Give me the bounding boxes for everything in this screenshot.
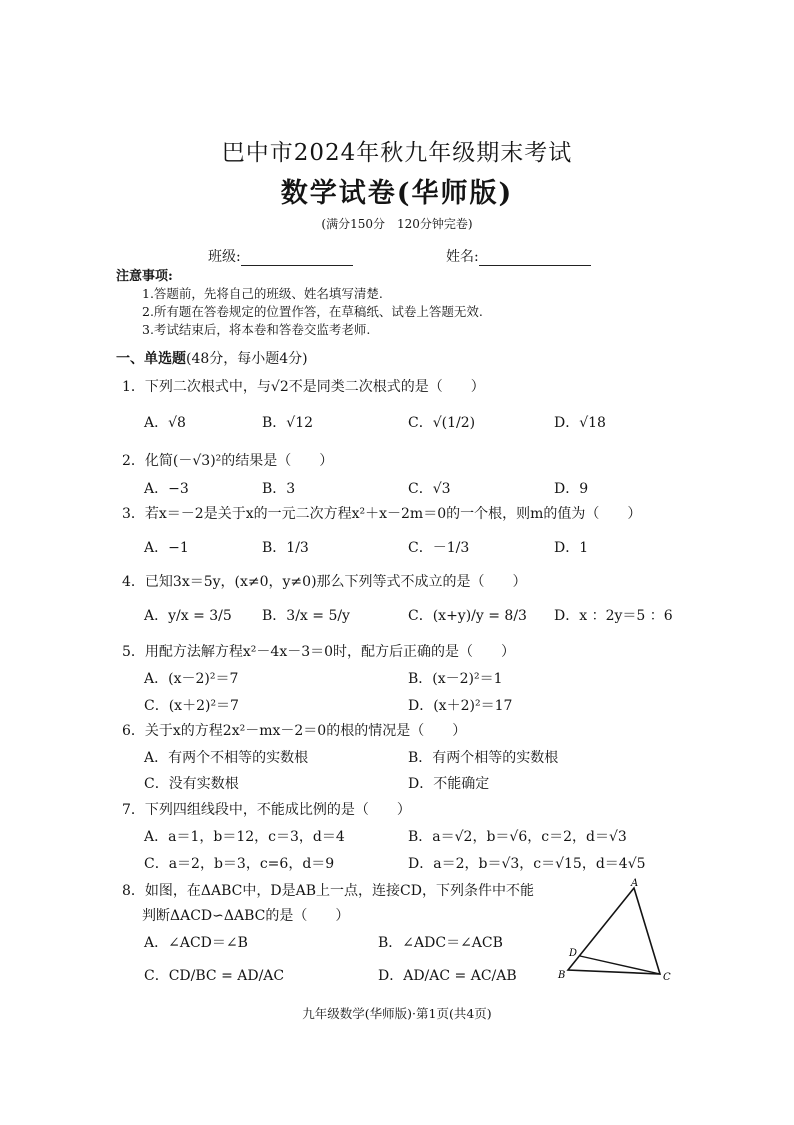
q7-option-b: B．a＝√2，b＝√6，c＝2，d＝√3: [408, 829, 627, 845]
question-4-stem: 4．已知3x＝5y，(x≠0，y≠0)那么下列等式不成立的是（ ）: [122, 574, 527, 590]
exam-title: 巴中市2024年秋九年级期末考试: [221, 140, 573, 166]
vertex-label-b: B: [558, 970, 566, 981]
q4-option-a: A．y/x = 3/5: [144, 608, 232, 624]
name-label: 姓名:: [446, 249, 479, 265]
q6-option-b: B．有两个相等的实数根: [408, 750, 559, 766]
q8-option-b: B．∠ADC＝∠ACB: [378, 935, 503, 951]
q7-option-d: D．a＝2，b＝√3，c＝√15，d＝4√5: [408, 856, 646, 872]
note-item: 3.考试结束后，将本卷和答卷交监考老师.: [142, 322, 371, 337]
question-8-stem: 8．如图，在ΔABC中，D是AB上一点，连接CD，下列条件中不能: [122, 883, 534, 899]
q8-option-c: C．CD/BC = AD/AC: [144, 968, 285, 984]
q7-option-c: C．a＝2，b＝3，c=6，d＝9: [144, 856, 335, 872]
q1-option-a: A．√8: [144, 415, 186, 431]
exam-subtitle: 数学试卷(华师版): [280, 178, 514, 209]
question-6-stem: 6．关于x的方程2x²－mx－2＝0的根的情况是（ ）: [122, 723, 467, 739]
q3-option-a: A．−1: [144, 540, 189, 556]
class-label: 班级:: [208, 249, 241, 265]
q2-option-b: B．3: [262, 481, 296, 497]
question-2-stem: 2．化简(－√3)²的结果是（ ）: [122, 453, 334, 469]
q7-option-a: A．a＝1，b＝12，c＝3，d＝4: [144, 829, 345, 845]
question-1-stem: 1．下列二次根式中，与√2不是同类二次根式的是（ ）: [122, 379, 485, 395]
q8-option-d: D．AD/AC = AC/AB: [378, 968, 517, 984]
question-8-stem-cont: 判断ΔACD∽ΔABC的是（ ）: [142, 908, 350, 924]
q5-option-a: A．(x－2)²＝7: [144, 671, 239, 687]
q6-option-c: C．没有实数根: [144, 776, 239, 792]
q4-option-c: C．(x+y)/y = 8/3: [408, 608, 527, 624]
name-blank[interactable]: [479, 251, 591, 266]
q3-option-c: C．－1/3: [408, 540, 470, 556]
section-heading: [116, 348, 308, 368]
q4-option-d: D．x ：2y＝5 ：6: [554, 608, 673, 624]
vertex-label-a: A: [631, 878, 639, 889]
triangle-figure: [550, 876, 680, 986]
q2-option-c: C．√3: [408, 481, 451, 497]
note-item: 1.答题前，先将自己的班级、姓名填写清楚.: [142, 286, 383, 301]
exam-info: (满分150分 120分钟完卷): [321, 217, 473, 231]
q1-option-b: B．√12: [262, 415, 314, 431]
page-footer: 九年级数学(华师版)·第1页(共4页): [302, 1006, 492, 1021]
note-item: 2.所有题在答卷规定的位置作答，在草稿纸、试卷上答题无效.: [142, 304, 483, 319]
q3-option-b: B．1/3: [262, 540, 309, 556]
vertex-label-d: D: [569, 948, 578, 959]
notes-heading: 注意事项:: [116, 269, 173, 284]
class-field[interactable]: [208, 246, 353, 266]
section-label: 一、单选题: [116, 351, 186, 367]
question-5-stem: 5．用配方法解方程x²－4x－3＝0时，配方后正确的是（ ）: [122, 644, 516, 660]
q6-option-d: D．不能确定: [408, 776, 490, 792]
q5-option-d: D．(x＋2)²＝17: [408, 698, 513, 714]
question-7-stem: 7．下列四组线段中，不能成比例的是（ ）: [122, 802, 411, 818]
q6-option-a: A．有两个不相等的实数根: [144, 750, 309, 766]
triangle-abc: [568, 888, 660, 974]
question-3-stem: 3．若x＝－2是关于x的一元二次方程x²＋x－2m＝0的一个根，则m的值为（ ）: [122, 506, 642, 522]
q4-option-b: B．3/x = 5/y: [262, 608, 350, 624]
vertex-label-c: C: [663, 972, 671, 983]
name-field[interactable]: [446, 246, 591, 266]
q1-option-c: C．√(1/2): [408, 415, 476, 431]
q1-option-d: D．√18: [554, 415, 606, 431]
q3-option-d: D．1: [554, 540, 589, 556]
class-blank[interactable]: [241, 251, 353, 266]
q5-option-c: C．(x＋2)²＝7: [144, 698, 239, 714]
q2-option-a: A．−3: [144, 481, 189, 497]
q8-option-a: A．∠ACD＝∠B: [144, 935, 248, 951]
q5-option-b: B．(x－2)²＝1: [408, 671, 503, 687]
q2-option-d: D．9: [554, 481, 589, 497]
section-desc: (48分，每小题4分): [186, 351, 308, 367]
